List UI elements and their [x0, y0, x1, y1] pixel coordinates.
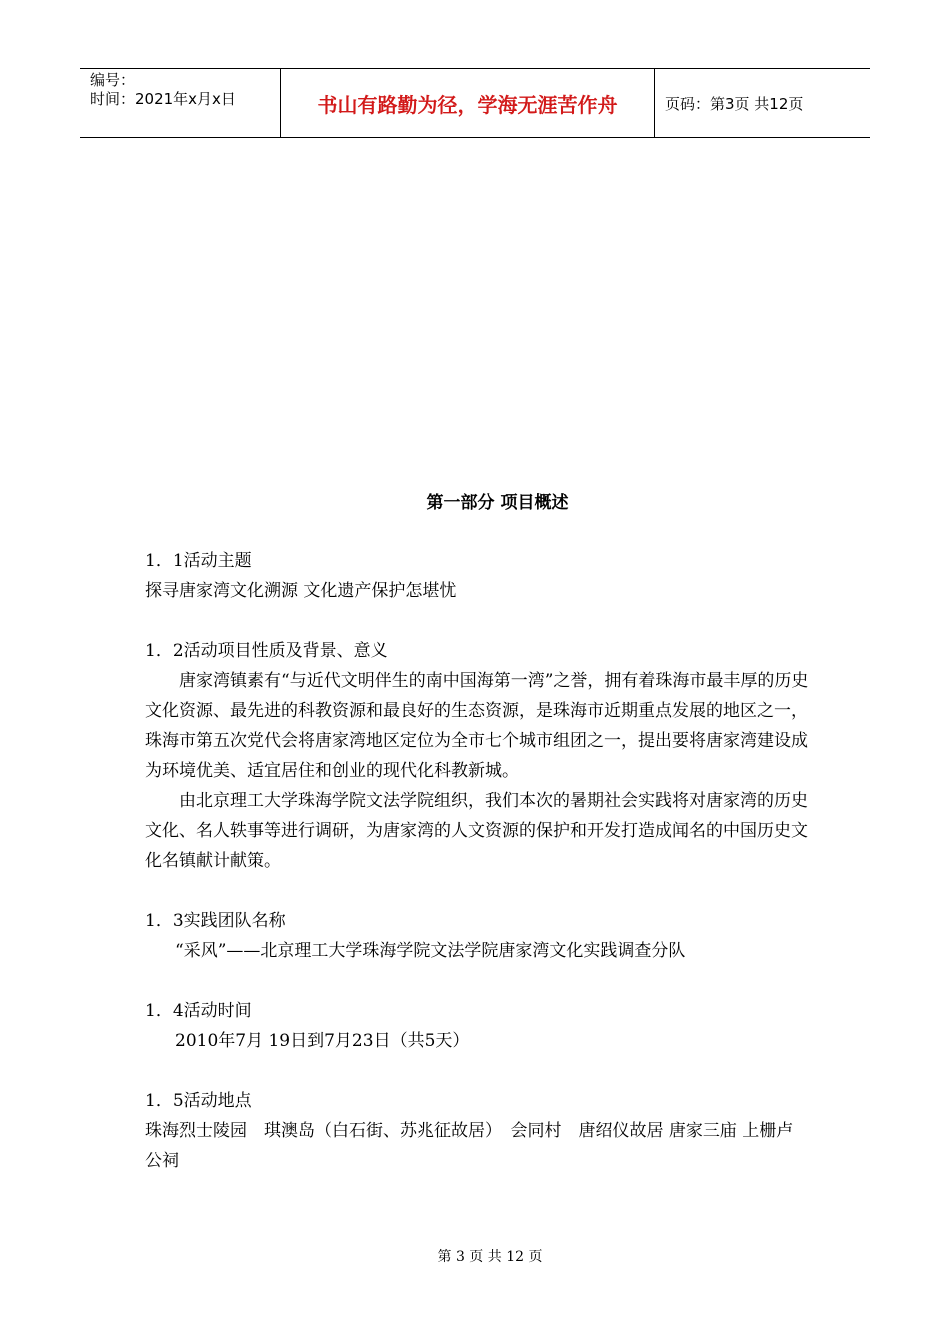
header-time-label: 时间：2021年x月x日 — [90, 90, 236, 108]
header-page-info: 页码：第3页 共12页 — [665, 94, 804, 113]
section-4-body: 2010年7月 19日到7月23日（共5天） — [175, 1031, 470, 1051]
section-4-heading: 1．4活动时间 — [145, 1001, 252, 1021]
document-body — [145, 488, 810, 1176]
header-meta — [80, 69, 281, 137]
section-2-paragraph-2: 由北京理工大学珠海学院文法学院组织，我们本次的暑期社会实践将对唐家湾的历史文化、名人轶事等进行调研，为唐家湾的人文资源的保护和开发打造成闻名的中国历史文化名镇献计献策。 — [145, 791, 808, 871]
header-number-label: 编号： — [90, 71, 136, 89]
section-5-body: 珠海烈士陵园 琪澳岛（白石街、苏兆征故居） 会同村 唐绍仪故居 唐家三庙 上栅卢公祠 — [145, 1121, 794, 1171]
section-3-heading: 1．3实践团队名称 — [145, 911, 286, 931]
section-3-body: “采风”——北京理工大学珠海学院文法学院唐家湾文化实践调查分队 — [175, 941, 686, 961]
header-motto: 书山有路勤为径，学海无涯苦作舟 — [281, 69, 655, 137]
page-header — [80, 68, 870, 138]
page-footer: 第 3 页 共 12 页 — [437, 1249, 543, 1265]
section-1-body: 探寻唐家湾文化溯源 文化遗产保护怎堪忧 — [145, 581, 457, 601]
section-1-heading: 1．1活动主题 — [145, 551, 252, 571]
section-2-paragraph-1: 唐家湾镇素有“与近代文明伴生的南中国海第一湾”之誉，拥有着珠海市最丰厚的历史文化资源、最先进的科教资源和最良好的生态资源，是珠海市近期重点发展的地区之一，珠海市第五次党代会将唐家湾地区定位为全市七个城市组团之一，提出要将唐家湾建设成为环境优美、适宜居住和创业的现代化科教新城。 — [145, 671, 809, 781]
section-5-heading: 1．5活动地点 — [145, 1091, 252, 1111]
section-2-heading: 1．2活动项目性质及背景、意义 — [145, 641, 388, 661]
part-title: 第一部分 项目概述 — [426, 493, 569, 513]
